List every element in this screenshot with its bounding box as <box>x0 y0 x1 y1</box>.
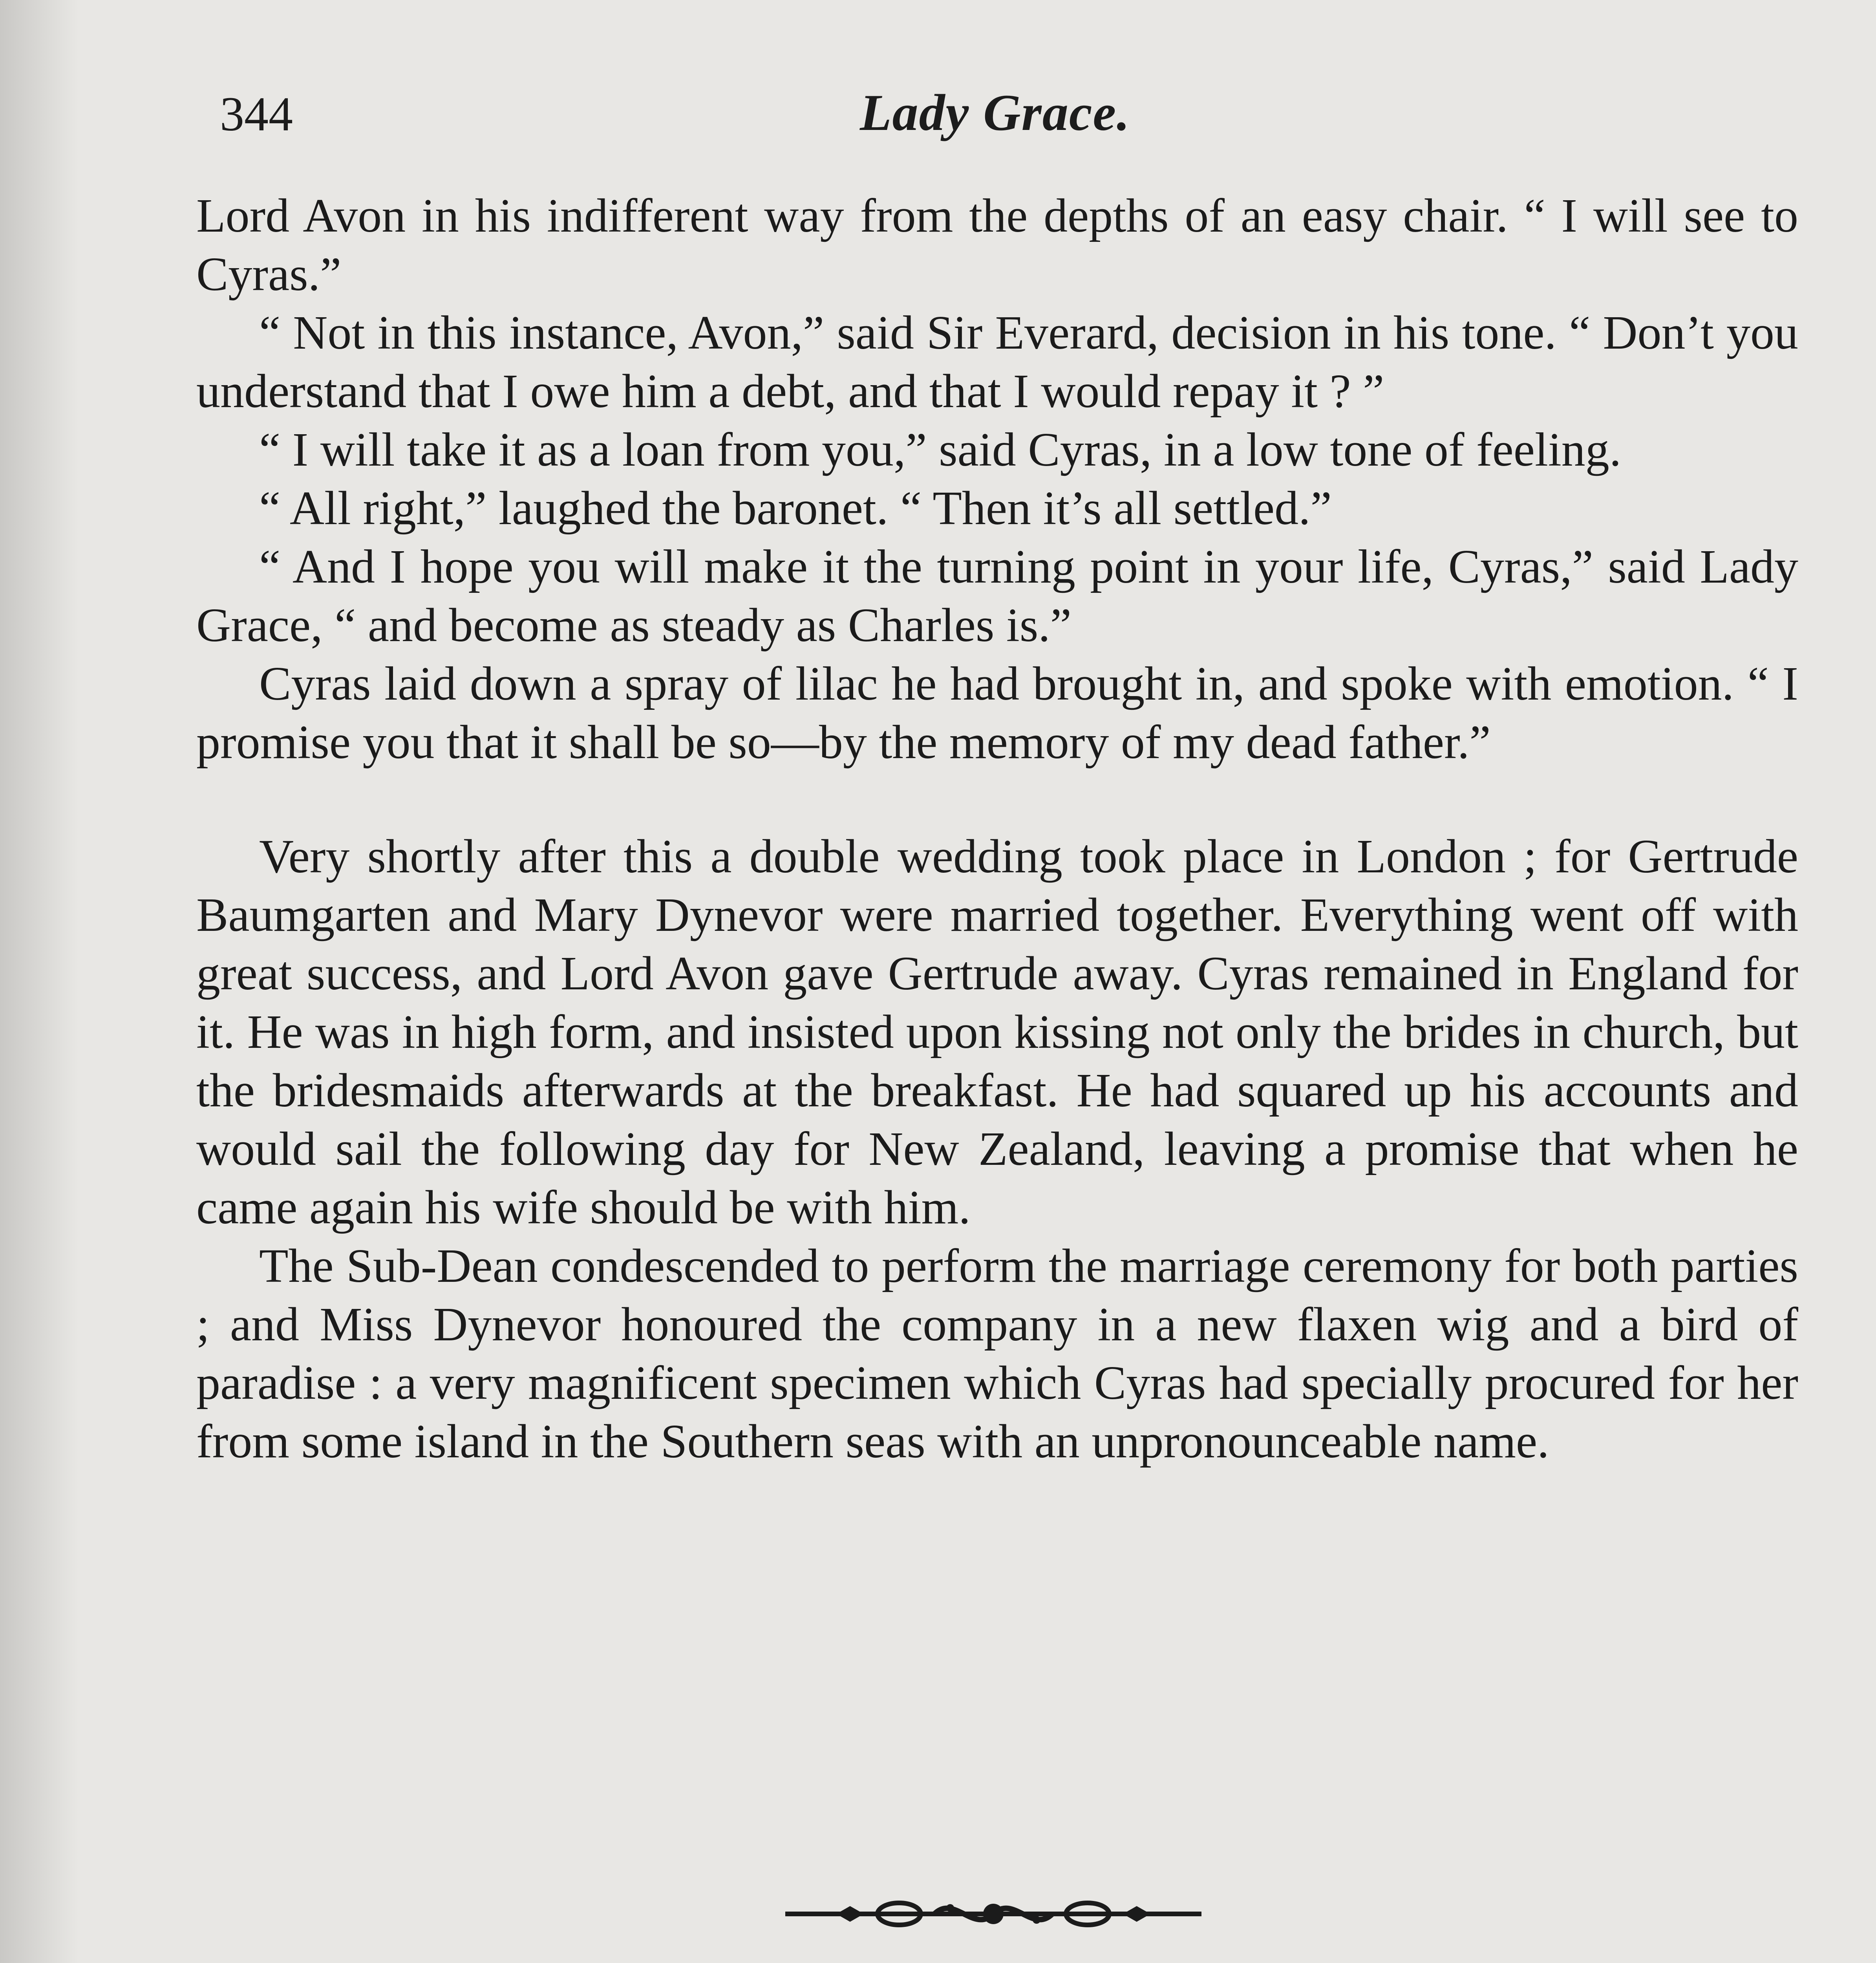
paragraph: Lord Avon in his indifferent way from the depths of an easy chair. “ I will see to Cyras.” <box>196 189 1798 301</box>
paragraph: “ All right,” laughed the baronet. “ Then it’s all settled.” <box>259 482 1332 535</box>
running-title: Lady Grace. <box>860 84 1131 141</box>
paragraph: “ I will take it as a loan from you,” said Cyras, in a low tone of feeling. <box>259 423 1622 476</box>
page-header <box>220 79 1786 149</box>
paragraph: Very shortly after this a double wedding took place in London ; for Gertrude Baumgarten and Mary Dynevor were married together. Everything went off with great success, and Lord Avon gave Gertrude away. Cyras remained in England for it. He was in high form, and insisted upon kissing not only the brides in church, but the bridesmaids afterwards at the breakfast. He had squared up his accounts and would sail the following day for New Zealand, leaving a promise that when he came again his wife should be with him. <box>196 830 1798 1234</box>
paragraph: Cyras laid down a spray of lilac he had brought in, and spoke with emotion. “ I promise you that it shall be so—by the memory of my dead father.” <box>196 657 1798 769</box>
page-number: 344 <box>220 87 293 141</box>
decorative-divider-icon <box>785 1896 1201 1932</box>
paragraph: “ And I hope you will make it the turning point in your life, Cyras,” said Lady Grace, “ and become as steady as Charles is.” <box>196 540 1798 652</box>
paragraph: The Sub-Dean condescended to perform the marriage ceremony for both parties ; and Miss Dynevor honoured the company in a new flaxen wig and a bird of paradise : a very magnificent specimen which Cyras had specially procured for her from some island in the Southern seas with an unpronounceable name. <box>196 1239 1798 1468</box>
body-text <box>196 186 1798 1471</box>
paragraph: “ Not in this instance, Avon,” said Sir Everard, decision in his tone. “ Don’t you understand that I owe him a debt, and that I would repay it ? ” <box>196 306 1798 418</box>
